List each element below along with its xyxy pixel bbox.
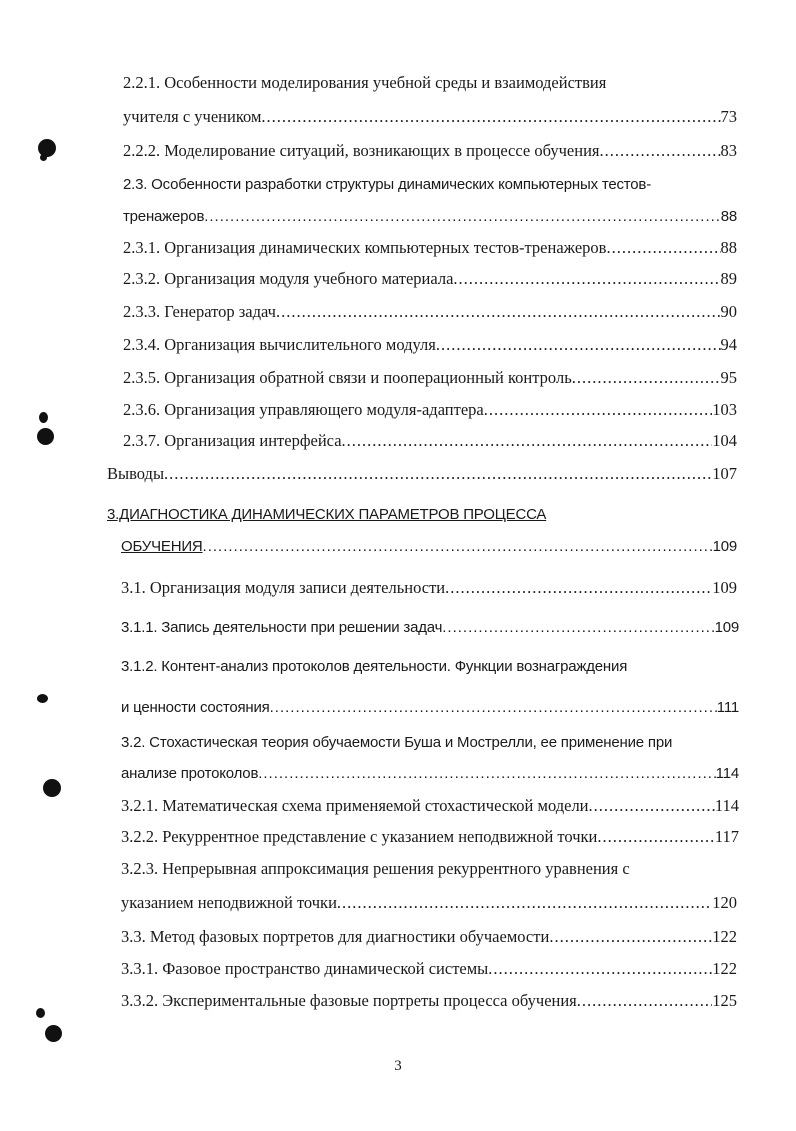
toc-title: 3.1.1. Запись деятельности при решении задач — [121, 619, 443, 636]
dot-leader — [164, 463, 712, 485]
toc-page-number: 117 — [714, 827, 739, 846]
toc-page-number: 89 — [720, 269, 737, 288]
toc-title: анализе протоколов — [121, 765, 259, 782]
dot-leader — [337, 892, 712, 914]
toc-entry — [123, 399, 737, 421]
toc-entry — [123, 367, 737, 389]
scan-blot — [37, 428, 54, 445]
toc-title: ОБУЧЕНИЯ — [121, 538, 203, 555]
dot-leader — [589, 795, 715, 817]
toc-page-number: 88 — [720, 238, 737, 257]
toc-entry — [121, 697, 739, 719]
toc-title: 2.3.1. Организация динамических компьютерных тестов-тренажеров — [123, 238, 607, 257]
dot-leader — [445, 577, 712, 599]
toc-title: 3.1.2. Контент-анализ протоколов деятельности. Функции вознаграждения — [121, 658, 628, 675]
dot-leader — [442, 617, 714, 639]
toc-page-number: 125 — [712, 991, 737, 1010]
dot-leader — [276, 301, 721, 323]
dot-leader — [204, 206, 720, 228]
toc-page-number: 114 — [714, 796, 739, 815]
dot-leader — [606, 237, 720, 259]
toc-title: 3.1. Организация модуля записи деятельности — [121, 578, 446, 597]
toc-entry — [121, 926, 737, 948]
toc-entry — [121, 577, 737, 599]
toc-title: 2.3.6. Организация управляющего модуля-адаптера — [123, 400, 484, 419]
toc-entry — [123, 301, 737, 323]
toc-entry — [107, 463, 737, 485]
toc-entry — [121, 763, 739, 785]
toc-entry — [123, 206, 737, 228]
toc-page-number: 114 — [715, 765, 739, 782]
toc-page-number: 122 — [712, 927, 737, 946]
toc-title: и ценности состояния — [121, 699, 270, 716]
toc-title: Выводы — [107, 464, 165, 483]
scan-blot — [36, 1008, 45, 1018]
toc-entry — [123, 268, 737, 290]
toc-title: 2.3.3. Генератор задач — [123, 302, 276, 321]
page-number: 3 — [394, 1058, 402, 1074]
toc-title: 3.3.2. Экспериментальные фазовые портреты процесса обучения — [121, 991, 577, 1010]
toc-page-number: 83 — [720, 141, 737, 160]
toc-page-number: 122 — [712, 959, 737, 978]
dot-leader — [203, 536, 713, 558]
scan-blot — [40, 154, 47, 161]
toc-title: 3.ДИАГНОСТИКА ДИНАМИЧЕСКИХ ПАРАМЕТРОВ ПРОЦЕССА — [107, 506, 547, 523]
dot-leader — [600, 140, 721, 162]
toc-line — [123, 72, 723, 94]
toc-title: 2.2.1. Особенности моделирования учебной среды и взаимодействия — [123, 73, 607, 92]
toc-entry — [123, 334, 737, 356]
toc-line — [121, 858, 721, 880]
dot-leader — [577, 990, 712, 1012]
toc-page-number: 94 — [720, 335, 737, 354]
toc-page-number: 107 — [712, 464, 737, 483]
toc-title: 2.2.2. Моделирование ситуаций, возникающих в процессе обучения — [123, 141, 600, 160]
toc-title: 3.3. Метод фазовых портретов для диагностики обучаемости — [121, 927, 550, 946]
toc-page-number: 90 — [720, 302, 737, 321]
toc-page-number: 73 — [720, 107, 737, 126]
toc-page-number: 109 — [712, 538, 737, 555]
toc-page-number: 109 — [714, 619, 739, 636]
toc-title: 3.2.3. Непрерывная аппроксимация решения рекуррентного уравнения с — [121, 859, 630, 878]
toc-title: учителя с учеником — [123, 107, 262, 126]
dot-leader — [261, 106, 720, 128]
toc-page-number: 104 — [712, 431, 737, 450]
toc-title: 2.3.5. Организация обратной связи и пооперационный контроль — [123, 368, 572, 387]
toc-title: указанием неподвижной точки — [121, 893, 337, 912]
dot-leader — [572, 367, 721, 389]
toc-entry — [121, 892, 737, 914]
toc-entry — [123, 140, 737, 162]
dot-leader — [597, 826, 714, 848]
toc-page-number: 95 — [720, 368, 737, 387]
toc-page-number: 88 — [720, 208, 737, 225]
toc-title: 3.2.1. Математическая схема применяемой стохастической модели — [121, 796, 589, 815]
toc-entry — [121, 617, 739, 639]
toc-chapter-line — [107, 504, 667, 526]
toc-title: 2.3.7. Организация интерфейса — [123, 431, 342, 450]
dot-leader — [484, 399, 713, 421]
toc-page-number: 109 — [712, 578, 737, 597]
toc-title: 2.3.4. Организация вычислительного модуля — [123, 335, 436, 354]
toc-page-number: 103 — [712, 400, 737, 419]
toc-entry — [123, 430, 737, 452]
toc-line — [121, 656, 701, 678]
toc-title: 3.3.1. Фазовое пространство динамической системы — [121, 959, 489, 978]
toc-line — [123, 174, 743, 196]
toc-line — [121, 732, 741, 754]
dot-leader — [436, 334, 721, 356]
toc-title: тренажеров — [123, 208, 205, 225]
toc-title: 2.3. Особенности разработки структуры динамических компьютерных тестов- — [123, 176, 651, 193]
toc-entry — [121, 958, 737, 980]
toc-entry — [121, 795, 739, 817]
dot-leader — [453, 268, 720, 290]
scan-blot — [37, 694, 48, 703]
dot-leader — [270, 697, 717, 719]
toc-entry — [121, 536, 737, 558]
toc-title: 3.2. Стохастическая теория обучаемости Буша и Мострелли, ее применение при — [121, 734, 673, 751]
scan-blot — [43, 779, 61, 797]
scan-blot — [39, 412, 48, 423]
toc-page-number: 120 — [712, 893, 737, 912]
toc-title: 3.2.2. Рекуррентное представление с указанием неподвижной точки — [121, 827, 598, 846]
toc-entry — [123, 237, 737, 259]
dot-leader — [488, 958, 712, 980]
toc-page-number: 111 — [716, 699, 739, 716]
toc-title: 2.3.2. Организация модуля учебного материала — [123, 269, 454, 288]
dot-leader — [549, 926, 712, 948]
toc-entry — [121, 826, 739, 848]
dot-leader — [258, 763, 715, 785]
dot-leader — [342, 430, 713, 452]
toc-entry — [123, 106, 737, 128]
toc-entry — [121, 990, 737, 1012]
scan-blot — [45, 1025, 62, 1042]
